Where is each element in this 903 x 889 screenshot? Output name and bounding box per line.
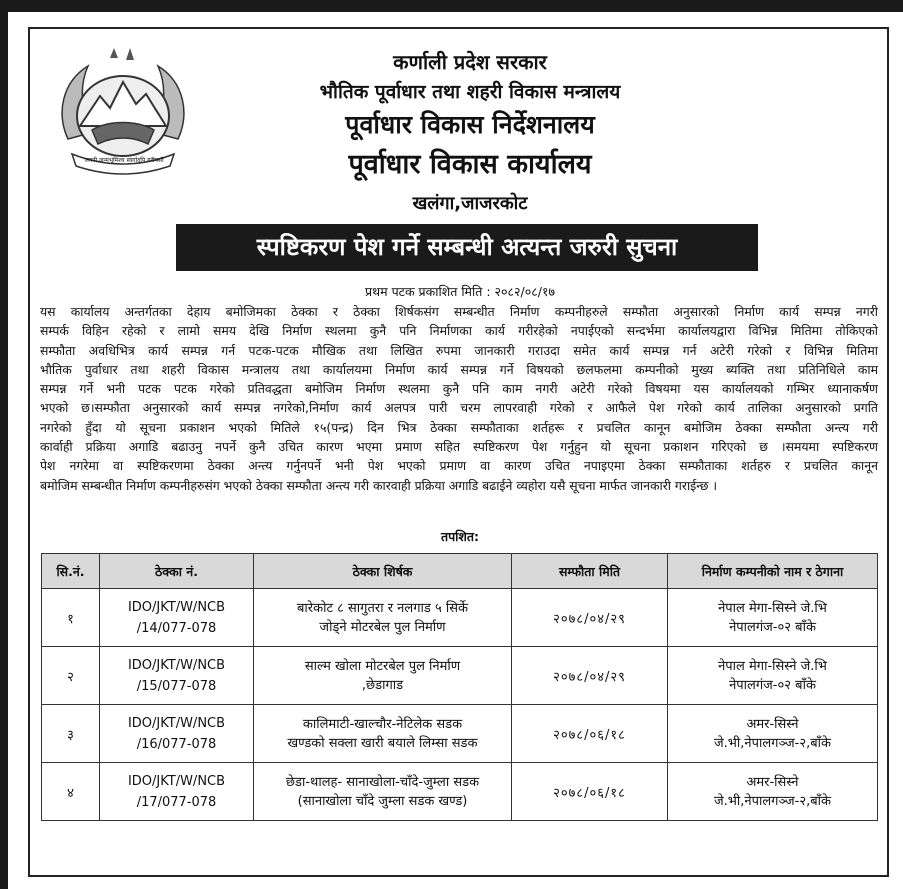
left-border-bar xyxy=(0,12,8,889)
company-line: अमर-सिस्ने xyxy=(746,774,799,790)
title-line: खण्डको सक्ला खारी बयाले लिम्सा सडक xyxy=(287,735,478,751)
table-row xyxy=(42,589,878,647)
contract-number-line: /17/077-078 xyxy=(136,794,217,810)
header-contract-title: ठेक्का शिर्षक xyxy=(254,554,512,589)
header-company: निर्माण कम्पनीको नाम र ठेगाना xyxy=(668,554,878,589)
table-header-row xyxy=(42,554,878,589)
contract-number-line: IDO/JKT/W/NCB xyxy=(127,657,226,673)
header-office: पूर्वाधार विकास कार्यालय xyxy=(348,149,592,180)
header-location: खलंगा,जाजरकोट xyxy=(412,193,528,214)
serial-cell: ३ xyxy=(42,705,100,763)
title-line: ,छेडागाड xyxy=(361,677,404,693)
header-province: कर्णाली प्रदेश सरकार xyxy=(393,50,547,74)
contract-number-cell xyxy=(100,647,254,705)
table-row xyxy=(42,705,878,763)
title-line: कालिमाटी-खाल्चौर-नेटिलेक सडक xyxy=(302,716,463,732)
contract-number-line: /15/077-078 xyxy=(136,678,217,694)
body-line: पेश नगरेमा वा स्पष्टिकरणमा ठेक्का अन्त्य गर्नुनपर्ने भनी पेश भएको प्रमाण वा कारण उचित नपाइएमा ठेक्का सम्फौताका शर्तहरु र प्रचलित कानून xyxy=(40,458,878,474)
serial-cell: १ xyxy=(42,589,100,647)
header-serial: सि.नं. xyxy=(42,554,100,589)
header-contract-number: ठेक्का नं. xyxy=(100,554,254,589)
body-line: बमोजिम सम्बन्धीत निर्माण कम्पनीहरुसंग भएको ठेक्का सम्फौता अन्त्य गरी कारवाही प्रक्रिया अगाडि बढाईने व्यहोरा यसै सूचना मार्फत जानकारी गराईन्छ । xyxy=(40,477,718,493)
contract-number-line: IDO/JKT/W/NCB xyxy=(127,773,226,789)
publication-date: प्रथम पटक प्रकाशित मिति : २०८२/०८/१७ xyxy=(365,284,555,299)
contract-number-cell xyxy=(100,589,254,647)
serial-cell: ४ xyxy=(42,763,100,821)
body-line: कार्वाही प्रक्रिया अगाडि बढाउनु नपर्ने कुनै उचित कारण भएमा प्रमाण सहित स्पष्टिकरण पेश गर्नुहुन यो सूचना प्रकाशन गरिएको छ ।समयमा स्पष्टिकरण xyxy=(40,439,878,455)
header-ministry: भौतिक पूर्वाधार तथा शहरी विकास मन्त्रालय xyxy=(319,81,621,103)
contract-number-line: IDO/JKT/W/NCB xyxy=(127,599,226,615)
contract-title-cell xyxy=(254,589,512,647)
notice-body xyxy=(40,302,878,495)
company-cell xyxy=(668,647,878,705)
company-line: नेपालगंज-०२ बाँके xyxy=(729,677,816,693)
contract-title-cell xyxy=(254,705,512,763)
title-line: छेडा-थालह- सानाखोला-चाँदे-जुम्ला सडक xyxy=(285,774,480,790)
agreement-date-cell: २०७८/०६/१८ xyxy=(512,763,668,821)
agreement-date-cell: २०७८/०४/२९ xyxy=(512,647,668,705)
contract-number-line: /16/077-078 xyxy=(136,736,217,752)
company-cell xyxy=(668,589,878,647)
emblem-motto: जननी जन्मभूमिश्च स्वर्गादपि गरीयसी xyxy=(84,157,164,164)
company-cell xyxy=(668,763,878,821)
body-line: यस कार्यालय अन्तर्गतका देहाय बमोजिमका ठेक्का र ठेक्का शिर्षकसंग सम्बन्धीत निर्माण कम्पनीहरुले सम्फौता अनुसारको निर्माण कार्य सम्पन्न नगरी xyxy=(40,304,878,319)
contract-number-cell xyxy=(100,705,254,763)
title-line: बारेकोट ८ सागुतरा र नलगाड ५ सिर्के xyxy=(296,600,469,616)
contracts-table xyxy=(41,553,878,821)
table-row xyxy=(42,647,878,705)
company-line: अमर-सिस्ने xyxy=(746,716,799,732)
body-line: भएको छ।सम्फौता अनुसारको कार्य सम्पन्न नगरेको,निर्माण कार्य अलपत्र पारी चरम लापरवाही गरेको र आफैले पेश गरेको कार्य तालिका अनुसारको प्रगति xyxy=(40,400,878,416)
serial-cell: २ xyxy=(42,647,100,705)
agreement-date-cell: २०७८/०६/१८ xyxy=(512,705,668,763)
company-line: नेपाल मेगा-सिस्ने जे.भि xyxy=(718,658,827,674)
company-line: जे.भी,नेपालगञ्ज-२,बाँके xyxy=(713,735,832,751)
body-line: सम्पन्न गर्ने भनी पटक पटक गरेको प्रतिवद्धता बमोजिम निर्माण स्थलमा कुनै पनि काम नगरी अटेरी गरेको विषयमा यस कार्यालयको गम्भिर ध्यानाकर्षण xyxy=(40,381,878,397)
contract-title-cell xyxy=(254,647,512,705)
table-row xyxy=(42,763,878,821)
contract-number-line: /14/077-078 xyxy=(136,620,217,636)
body-line: नगरेको हुँदा यो सूचना प्रकाशन भएको मितिले १५(पन्द्र) दिन भित्र ठेक्का सम्फौताका शर्तहरू र प्रचलित कानून बमोजिम ठेक्का सम्फौता अन्त्य गरी xyxy=(40,419,878,435)
top-border-bar xyxy=(0,0,903,12)
title-line: जोड्ने मोटरबेल पुल निर्माण xyxy=(319,619,446,635)
notice-banner: स्पष्टिकरण पेश गर्ने सम्बन्धी अत्यन्त जरुरी सुचना xyxy=(176,224,758,271)
header-agreement-date: सम्फौता मिति xyxy=(512,554,668,589)
company-line: जे.भी,नेपालगञ्ज-२,बाँके xyxy=(713,793,832,809)
contract-number-line: IDO/JKT/W/NCB xyxy=(127,715,226,731)
title-line: साल्म खोला मोटरबेल पुल निर्माण xyxy=(304,658,461,674)
body-line: भौतिक पुर्वाधार तथा शहरी विकास मन्त्रालय तथा कार्यालयमा निर्माण कार्य सम्पन्न गर्ने विषयको छलफलमा कम्पनीको मुख्य ब्यक्ति तथा प्रतिनिधिले काम xyxy=(40,361,878,377)
contract-number-cell xyxy=(100,763,254,821)
details-label: तपशित: xyxy=(440,529,480,544)
agreement-date-cell: २०७८/०४/२९ xyxy=(512,589,668,647)
company-line: नेपालगंज-०२ बाँके xyxy=(729,619,816,635)
company-cell xyxy=(668,705,878,763)
body-line: सम्पर्क विहिन रहेको र लामो समय देखि निर्माण स्थलमा कुनै पनि निर्माणका कार्य गरीरहेको नपाईएको सन्दर्भमा कार्यालयद्वारा विभिन्न मितिमा तोकिएको xyxy=(40,323,878,339)
header-directorate: पूर्वाधार विकास निर्देशनालय xyxy=(345,110,595,139)
title-line: (सानाखोला चाँदे जुम्ला सडक खण्ड) xyxy=(297,793,468,809)
contract-title-cell xyxy=(254,763,512,821)
body-line: सम्फौता अवधिभित्र कार्य सम्पन्न गर्न पटक-पटक मौखिक तथा लिखित रुपमा जानकारी गराउदा समेत कार्य सम्पन्न गर्न अटेरी गरेको र विभिन्न मितिमा xyxy=(40,342,878,358)
company-line: नेपाल मेगा-सिस्ने जे.भि xyxy=(718,600,827,616)
